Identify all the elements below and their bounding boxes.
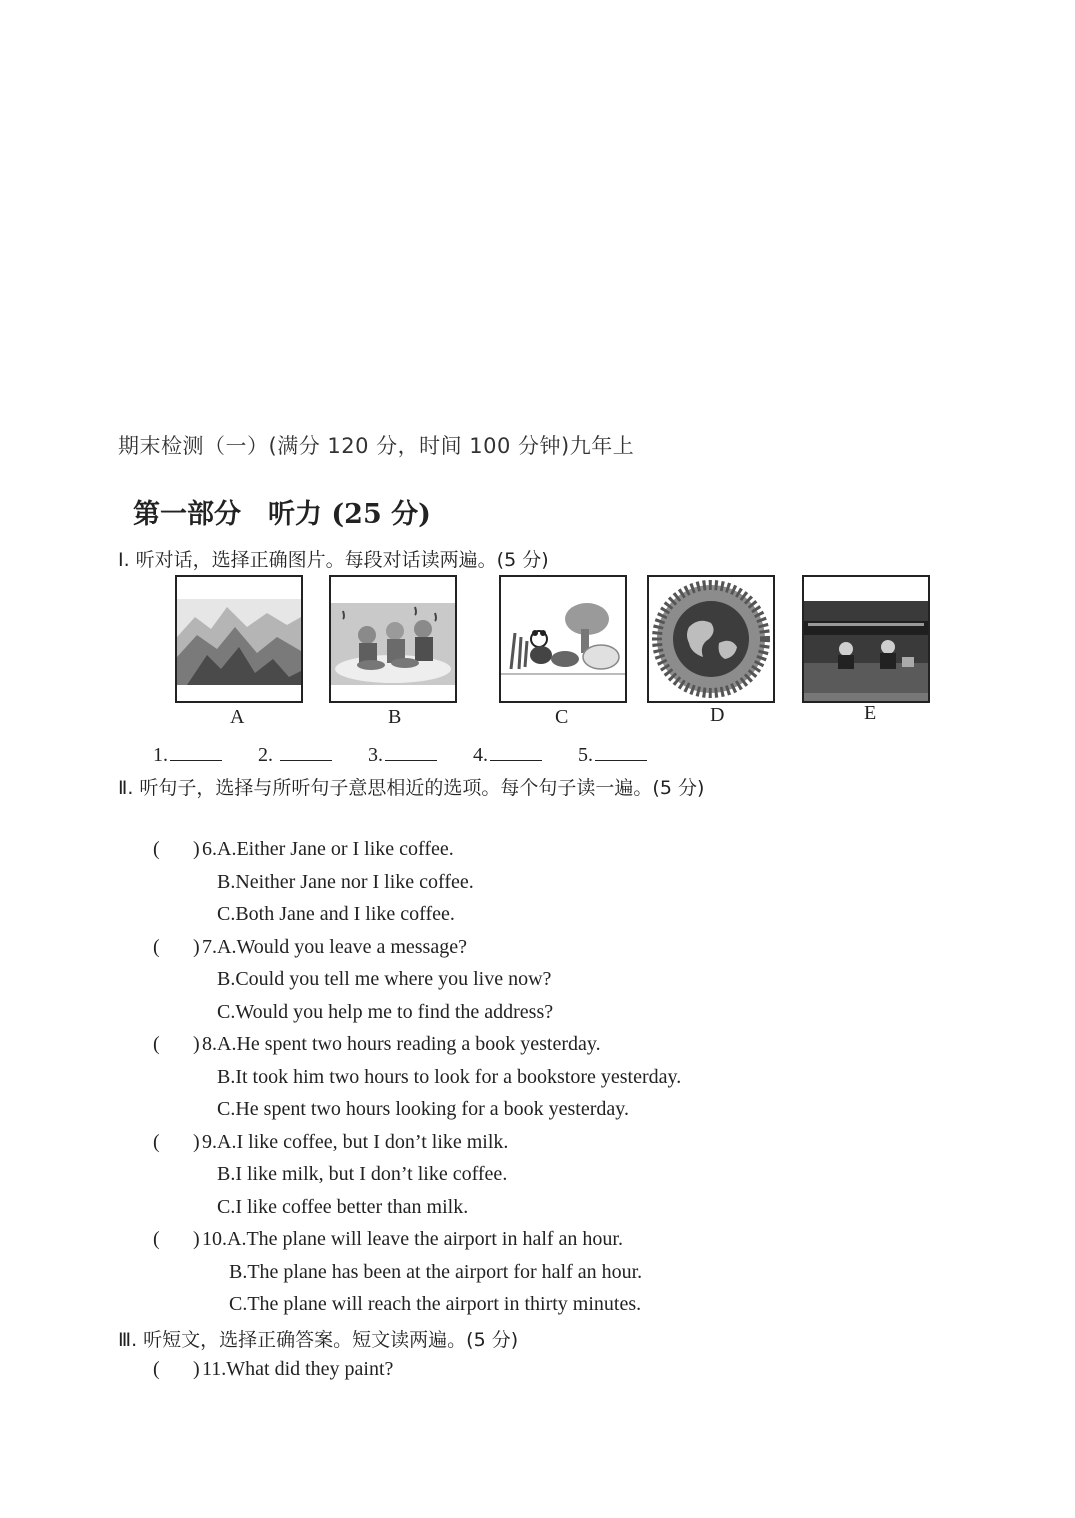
office-meeting-photo: [802, 575, 930, 703]
section-2-instruction: Ⅱ. 听句子，选择与所听句子意思相近的选项。每个句子读一遍。(5 分): [118, 777, 705, 799]
question-6-option-c: C.Both Jane and I like coffee.: [217, 903, 455, 925]
question-6-paren-open: (: [153, 838, 160, 860]
question-9-paren-close: ): [193, 1131, 200, 1153]
question-7-paren-close: ): [193, 936, 200, 958]
question-6-paren-close: ): [193, 838, 200, 860]
exam-header: 期末检测（一）(满分 120 分，时间 100 分钟)九年上: [118, 434, 635, 458]
answer-1-blank[interactable]: [170, 742, 222, 761]
question-6-option-b: B.Neither Jane nor I like coffee.: [217, 871, 474, 893]
question-11-paren-open: (: [153, 1358, 160, 1380]
picture-label-d: D: [710, 704, 725, 726]
answer-3-label: 3.: [368, 744, 383, 766]
question-11-text: 11.What did they paint?: [202, 1358, 394, 1380]
answer-5-blank[interactable]: [595, 742, 647, 761]
question-8-option-a: 8.A.He spent two hours reading a book yesterday.: [202, 1033, 601, 1055]
part-title: 第一部分 听力 (25 分): [133, 499, 431, 530]
answer-5-label: 5.: [578, 744, 593, 766]
question-10-paren-open: (: [153, 1228, 160, 1250]
question-7-option-b: B.Could you tell me where you live now?: [217, 968, 552, 990]
question-9-paren-open: (: [153, 1131, 160, 1153]
section-1-instruction: Ⅰ. 听对话，选择正确图片。每段对话读两遍。(5 分): [118, 549, 549, 571]
section-3-instruction: Ⅲ. 听短文，选择正确答案。短文读两遍。(5 分): [118, 1329, 519, 1351]
question-8-paren-close: ): [193, 1033, 200, 1055]
answer-1-label: 1.: [153, 744, 168, 766]
picture-label-e: E: [864, 702, 877, 724]
answer-4-blank[interactable]: [490, 742, 542, 761]
question-9-option-b: B.I like milk, but I don’t like coffee.: [217, 1163, 508, 1185]
question-10-paren-close: ): [193, 1228, 200, 1250]
question-10-option-b: B.The plane has been at the airport for half an hour.: [229, 1261, 643, 1283]
picture-label-a: A: [230, 706, 245, 728]
picture-label-c: C: [555, 706, 569, 728]
answer-4-label: 4.: [473, 744, 488, 766]
answer-blanks: [153, 742, 647, 767]
answer-3-blank[interactable]: [385, 742, 437, 761]
picture-label-b: B: [388, 706, 402, 728]
question-11-paren-close: ): [193, 1358, 200, 1380]
question-8-paren-open: (: [153, 1033, 160, 1055]
panda-animals-image: [499, 575, 627, 703]
question-8-option-c: C.He spent two hours looking for a book yesterday.: [217, 1098, 629, 1120]
answer-2-label: 2.: [258, 744, 278, 766]
answer-2-blank[interactable]: [280, 742, 332, 761]
question-9-option-c: C.I like coffee better than milk.: [217, 1196, 469, 1218]
question-7-paren-open: (: [153, 936, 160, 958]
question-7-option-c: C.Would you help me to find the address?: [217, 1001, 554, 1023]
question-9-option-a: 9.A.I like coffee, but I don’t like milk.: [202, 1131, 509, 1153]
question-6-option-a: 6.A.Either Jane or I like coffee.: [202, 838, 454, 860]
question-10-option-a: 10.A.The plane will leave the airport in half an hour.: [202, 1228, 623, 1250]
question-7-option-a: 7.A.Would you leave a message?: [202, 936, 467, 958]
earth-crowd-image: [647, 575, 775, 703]
question-8-option-b: B.It took him two hours to look for a bookstore yesterday.: [217, 1066, 682, 1088]
children-playing-water-image: [329, 575, 457, 703]
question-10-option-c: C.The plane will reach the airport in thirty minutes.: [229, 1293, 642, 1315]
mountain-landscape-image: [175, 575, 303, 703]
